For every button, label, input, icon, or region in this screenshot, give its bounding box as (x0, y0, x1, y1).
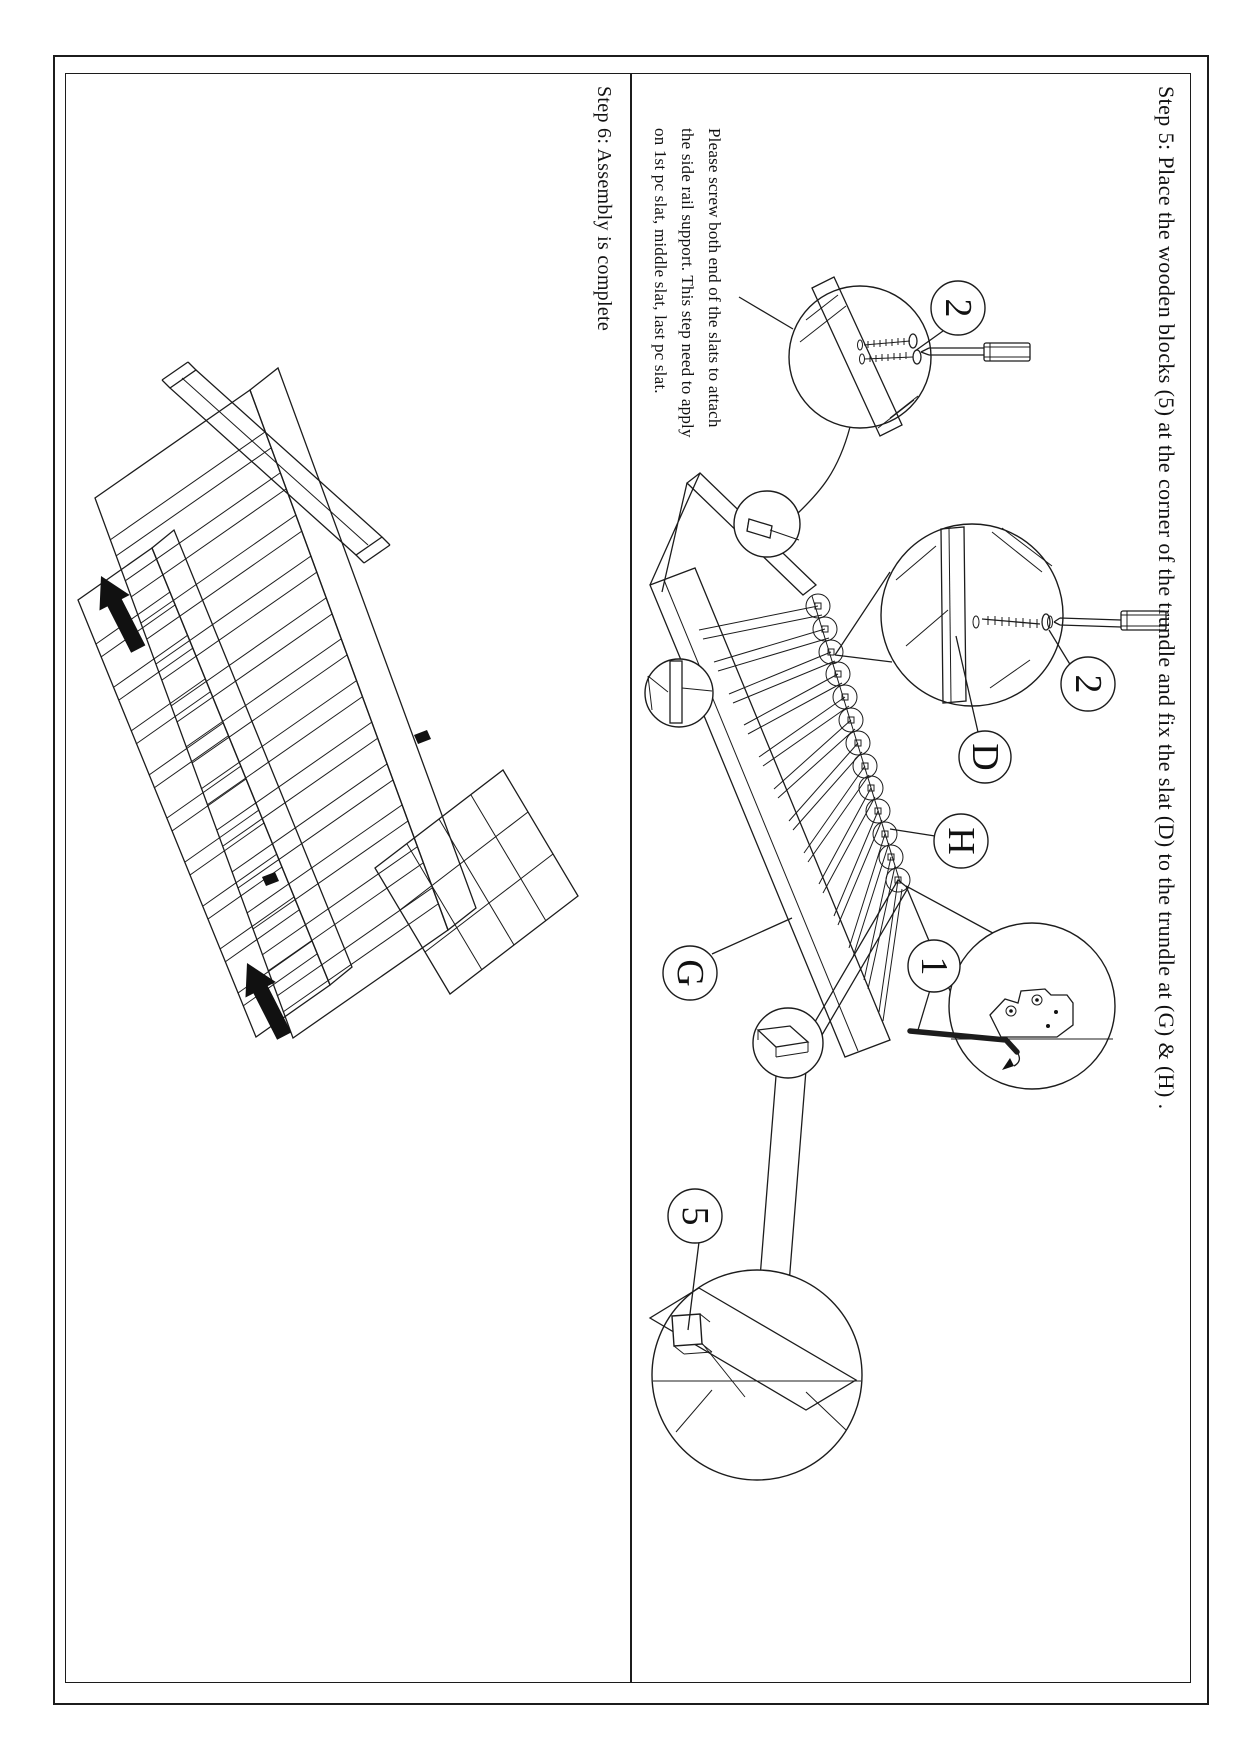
step6-title: Step 6: Assembly is complete (593, 86, 615, 332)
step5-trundle-drawing (650, 297, 1002, 1284)
step5-title: Step 5: Place the wooden blocks (5) at the corner of the trundle and fix the slat (D) to the trundle at (G) & (H) . (1154, 86, 1179, 1110)
step5-note-line3: on 1st pc slat, middle slat, last pc slat. (651, 128, 670, 394)
main-slat-panel (95, 390, 448, 1038)
step5-note-line1: Please screw both end of the slats to attach (705, 128, 724, 428)
callout-screw-qty-side (1061, 657, 1115, 711)
callout-leaders (688, 331, 1071, 1330)
callout-label: 5 (674, 1206, 716, 1226)
latch-fitting (262, 872, 279, 886)
magnifier-wooden-block (650, 1270, 862, 1480)
callout-label: D (964, 743, 1006, 771)
detail-rail-top-end (645, 659, 713, 727)
callout-label: G (669, 959, 711, 987)
detail-slat-foot-end (753, 1008, 823, 1078)
callout-wooden-block (668, 1189, 722, 1243)
callout-g (663, 946, 717, 1000)
callout-label: H (940, 827, 982, 855)
callout-slat-d (959, 731, 1011, 783)
callout-label: 2 (1067, 674, 1109, 694)
callout-h (934, 814, 988, 868)
detail-slat-top-end (734, 491, 800, 557)
callout-screw-qty-top (931, 281, 985, 335)
screwdriver-icon (1054, 611, 1166, 630)
screwdriver-icon (921, 343, 1030, 361)
callout-label: 2 (937, 298, 979, 318)
magnifier-screws-top (789, 277, 1030, 436)
step5-note-line2: the side rail support. This step need to apply (678, 128, 697, 438)
callout-label: 1 (913, 956, 955, 976)
step6-complete-bed-drawing (78, 362, 578, 1044)
callout-hex-key (908, 940, 960, 992)
latch-fitting (414, 730, 431, 744)
magnifier-screw-side (881, 524, 1166, 706)
